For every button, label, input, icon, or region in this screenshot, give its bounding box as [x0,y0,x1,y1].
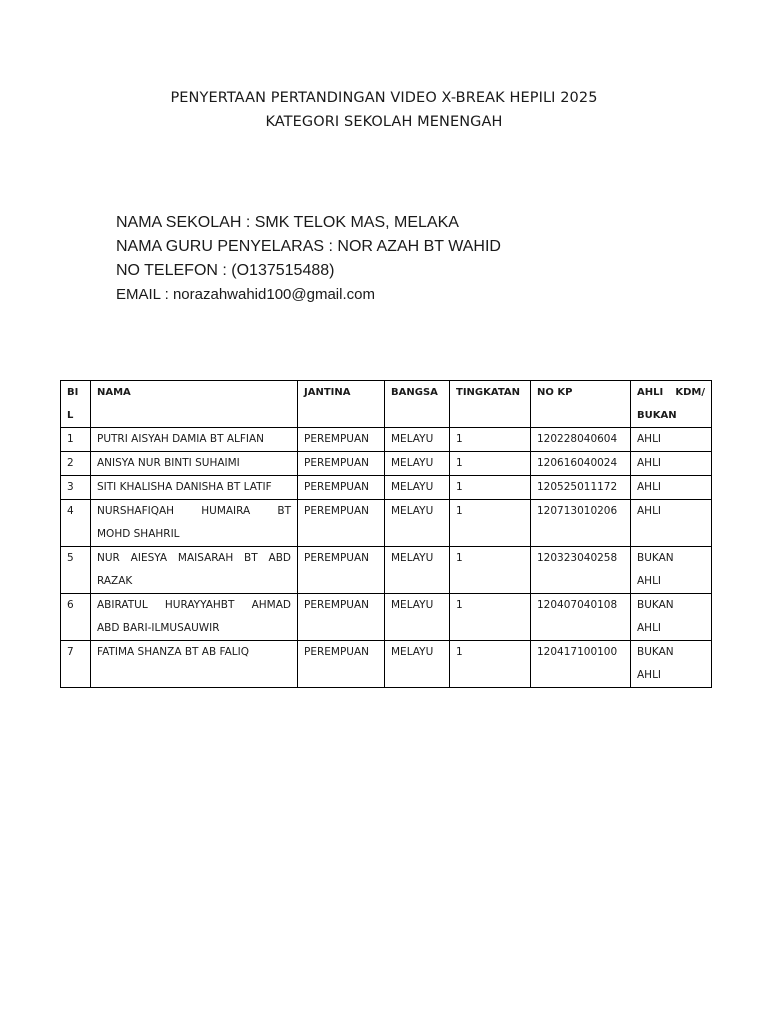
cell-nama [91,452,298,476]
cell-bil: 2 [61,452,91,476]
cell-tingkatan: 1 [450,594,531,641]
school-name: NAMA SEKOLAH : SMK TELOK MAS, MELAKA [116,214,459,231]
cell-ahli [631,476,712,500]
cell-ahli-line1: AHLI [637,481,662,493]
cell-nama [91,641,298,688]
cell-nama-line1: NURSHAFIQAH HUMAIRA BT [97,505,291,517]
table-row [61,594,712,641]
cell-tingkatan: 1 [450,547,531,594]
cell-tingkatan: 1 [450,500,531,547]
cell-ahli [631,547,712,594]
table-row [61,428,712,452]
cell-ahli-line1: AHLI [637,433,662,445]
cell-nama-line2: MOHD SHAHRIL [97,528,180,540]
cell-bil: 3 [61,476,91,500]
table-row [61,476,712,500]
cell-bangsa: MELAYU [385,428,450,452]
cell-ahli-line1: AHLI [637,457,662,469]
cell-bil: 5 [61,547,91,594]
cell-nama-line2: ABD BARI-ILMUSAUWIR [97,622,220,634]
cell-nama-line2: RAZAK [97,575,133,587]
cell-jantina: PEREMPUAN [298,500,385,547]
cell-jantina: PEREMPUAN [298,476,385,500]
document-title [0,86,768,134]
cell-nama [91,476,298,500]
cell-bangsa: MELAYU [385,641,450,688]
cell-bangsa: MELAYU [385,476,450,500]
cell-tingkatan: 1 [450,428,531,452]
school-info [116,211,501,307]
cell-ahli-line1: BUKAN [637,552,674,564]
table-row [61,452,712,476]
cell-bil: 1 [61,428,91,452]
coordinator-name: NAMA GURU PENYELARAS : NOR AZAH BT WAHID [116,238,501,255]
header-nokp: NO KP [531,381,631,428]
cell-jantina: PEREMPUAN [298,428,385,452]
cell-tingkatan: 1 [450,476,531,500]
cell-nokp: 120616040024 [531,452,631,476]
header-tingkatan: TINGKATAN [450,381,531,428]
table-row [61,547,712,594]
cell-jantina: PEREMPUAN [298,547,385,594]
cell-bangsa: MELAYU [385,500,450,547]
cell-ahli [631,428,712,452]
table-row [61,641,712,688]
cell-nokp: 120323040258 [531,547,631,594]
cell-nama [91,428,298,452]
header-ahli [631,381,712,428]
cell-ahli-line1: BUKAN [637,646,674,658]
cell-tingkatan: 1 [450,641,531,688]
cell-jantina: PEREMPUAN [298,594,385,641]
cell-nokp: 120407040108 [531,594,631,641]
cell-bangsa: MELAYU [385,594,450,641]
cell-tingkatan: 1 [450,452,531,476]
cell-bil: 7 [61,641,91,688]
cell-ahli-line1: AHLI [637,505,662,517]
cell-nama [91,594,298,641]
cell-ahli-line2: AHLI [637,669,662,681]
cell-nokp: 120525011172 [531,476,631,500]
cell-ahli [631,500,712,547]
header-bil-line2: L [67,410,74,421]
title-line-2: KATEGORI SEKOLAH MENENGAH [265,114,503,130]
cell-nama-line1: ABIRATUL HURAYYAHBT AHMAD [97,599,291,611]
cell-nama [91,500,298,547]
cell-ahli [631,641,712,688]
cell-jantina: PEREMPUAN [298,641,385,688]
cell-bil: 4 [61,500,91,547]
phone-number: NO TELEFON : (O137515488) [116,262,335,279]
cell-ahli [631,452,712,476]
table-header-row [61,381,712,428]
header-nama: NAMA [91,381,298,428]
cell-bil: 6 [61,594,91,641]
cell-nama-line1: ANISYA NUR BINTI SUHAIMI [97,457,240,469]
header-bil-line1: BI [67,387,79,398]
cell-jantina: PEREMPUAN [298,452,385,476]
header-ahli-line2: BUKAN [637,410,677,421]
cell-nama-line1: SITI KHALISHA DANISHA BT LATIF [97,481,272,493]
header-ahli-line1: AHLI KDM/ [637,387,705,398]
table-row [61,500,712,547]
participants-table [60,380,712,688]
header-bil [61,381,91,428]
cell-nama-line1: PUTRI AISYAH DAMIA BT ALFIAN [97,433,265,445]
title-line-1: PENYERTAAN PERTANDINGAN VIDEO X-BREAK HEPILI 2025 [170,90,598,106]
cell-bangsa: MELAYU [385,547,450,594]
cell-nokp: 120417100100 [531,641,631,688]
cell-nama [91,547,298,594]
header-bangsa: BANGSA [385,381,450,428]
cell-ahli [631,594,712,641]
cell-ahli-line1: BUKAN [637,599,674,611]
cell-ahli-line2: AHLI [637,575,662,587]
cell-nokp: 120713010206 [531,500,631,547]
cell-nama-line1: FATIMA SHANZA BT AB FALIQ [97,646,249,658]
email-address: EMAIL : norazahwahid100@gmail.com [116,286,375,303]
cell-nokp: 120228040604 [531,428,631,452]
header-jantina: JANTINA [298,381,385,428]
cell-nama-line1: NUR AIESYA MAISARAH BT ABD [97,552,291,564]
cell-ahli-line2: AHLI [637,622,662,634]
cell-bangsa: MELAYU [385,452,450,476]
